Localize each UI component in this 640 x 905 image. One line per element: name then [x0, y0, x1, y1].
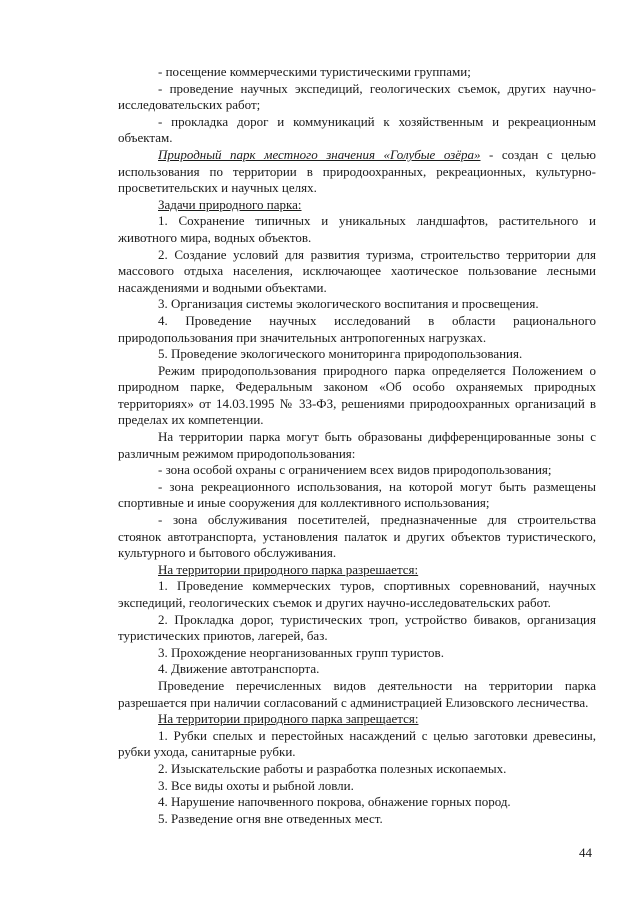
prohibited-item: 4. Нарушение напочвенного покрова, обнажение горных пород.	[158, 794, 511, 810]
park-name: Природный парк местного значения «Голубые озёра»	[158, 146, 481, 162]
park-description-text: - создан с целью использования по территории в природоохранных, рекреационных, культурно-просветительских и научных целях.	[118, 146, 596, 196]
zone-item: - зона рекреационного использования, на которой могут быть размещены спортивные и иные сооружения для коллективного использования;	[118, 478, 596, 511]
paragraph: - проведение научных экспедиций, геологических съемок, других научно-исследовательских работ;	[118, 80, 596, 113]
task-item: 5. Проведение экологического мониторинга природопользования.	[158, 346, 523, 362]
task-item: 3. Организация системы экологического воспитания и просвещения.	[158, 296, 539, 312]
permitted-item: 2. Прокладка дорог, туристических троп, устройство биваков, организация туристических приютов, лагерей, баз.	[118, 611, 596, 644]
zone-item: - зона обслуживания посетителей, предназначенные для строительства стоянок автотранспорта, установления палаток и других объектов туристического, культурного и бытового обслуживания.	[118, 512, 596, 561]
prohibited-item: 5. Разведение огня вне отведенных мест.	[158, 810, 383, 826]
park-description	[118, 147, 596, 197]
zones-intro: На территории парка могут быть образованы дифференцированные зоны с различным режимом природопользования:	[118, 429, 596, 461]
prohibited-heading: На территории природного парка запрещается:	[158, 711, 419, 727]
prohibited-item: 2. Изыскательские работы и разработка полезных ископаемых.	[158, 760, 507, 776]
permitted-note: Проведение перечисленных видов деятельности на территории парка разрешается при наличии согласований с администрацией Елизовского лесничества.	[118, 677, 596, 710]
document-body	[118, 64, 596, 827]
prohibited-item: 1. Рубки спелых и перестойных насаждений с целью заготовки древесины, рубки ухода, санитарные рубки.	[118, 727, 596, 760]
zone-item: - зона особой охраны с ограничением всех видов природопользования;	[158, 462, 552, 478]
paragraph: - прокладка дорог и коммуникаций к хозяйственным и рекреационным объектам.	[118, 113, 596, 146]
prohibited-item: 3. Все виды охоты и рыбной ловли.	[158, 777, 354, 793]
permitted-heading: На территории природного парка разрешается:	[158, 561, 419, 577]
permitted-item: 3. Прохождение неорганизованных групп туристов.	[158, 644, 444, 660]
task-item: 4. Проведение научных исследований в области рационального природопользования при значительных антропогенных нагрузках.	[118, 312, 596, 345]
permitted-item: 4. Движение автотранспорта.	[158, 661, 320, 677]
page-number: 44	[579, 845, 592, 860]
permitted-item: 1. Проведение коммерческих туров, спортивных соревнований, научных экспедиций, геологических съемок и других научно-исследовательских работ.	[118, 578, 596, 610]
regime-paragraph: Режим природопользования природного парка определяется Положением о природном парке, Федеральным законом «Об особо охраняемых природных территориях» от 14.03.1995 № 33-ФЗ, решениями природоохранных организаций в пределах их компетенции.	[118, 362, 596, 428]
task-item: 1. Сохранение типичных и уникальных ландшафтов, растительного и животного мира, водных объектов.	[118, 213, 596, 245]
tasks-heading: Задачи природного парка:	[158, 196, 302, 212]
task-item: 2. Создание условий для развития туризма, строительство территории для массового отдыха населения, исключающее хаотическое пользование лесными насаждениями и водными объектами.	[118, 246, 596, 295]
paragraph: - посещение коммерческими туристическими группами;	[158, 64, 471, 79]
